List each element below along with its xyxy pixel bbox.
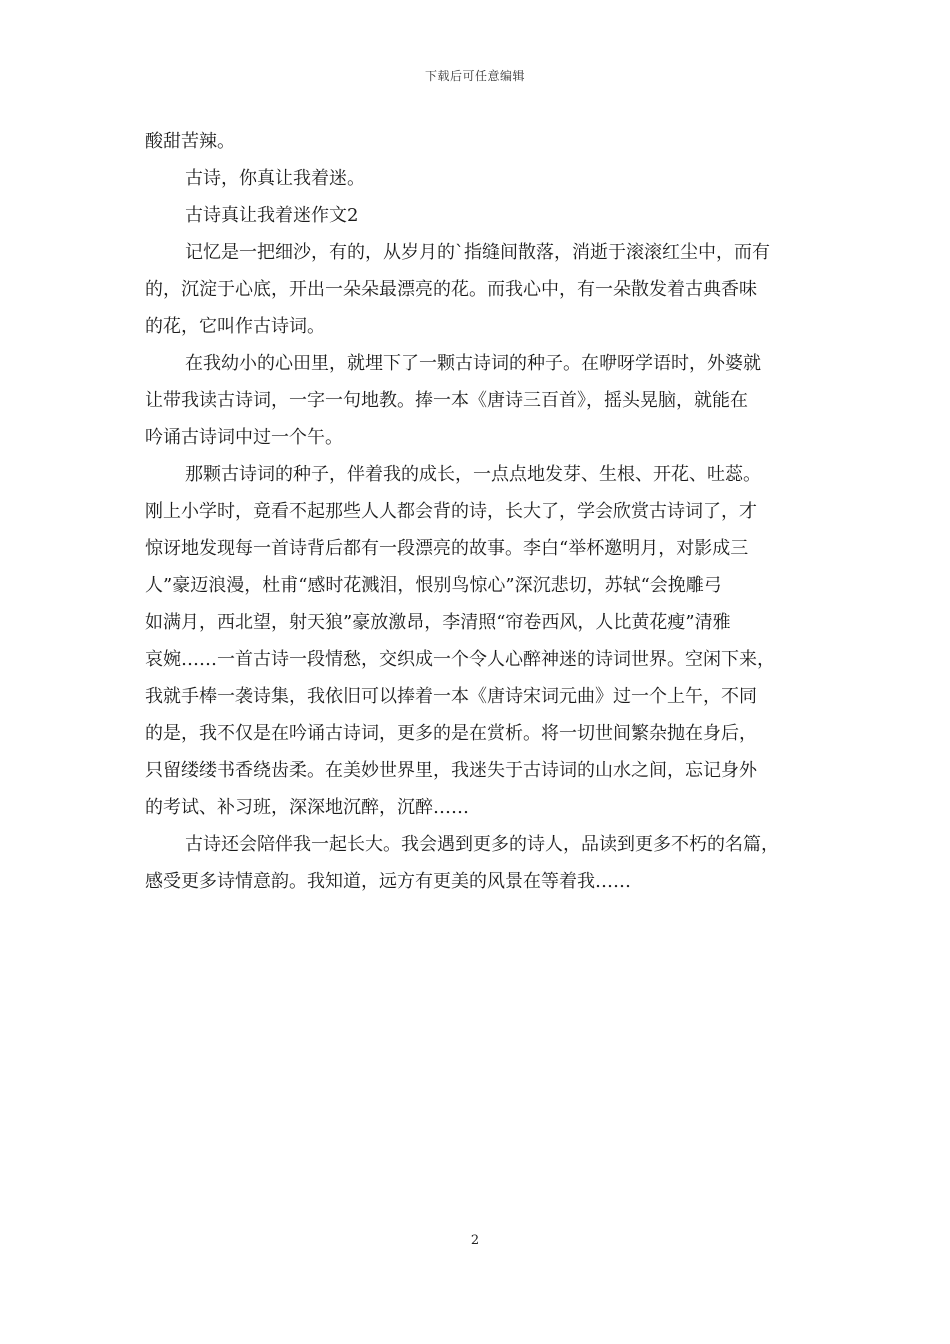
text-line: 的花，它叫作古诗词。 — [145, 316, 325, 337]
text-line: 如满月，西北望，射天狼”豪放激昂，李清照“帘卷西风，人比黄花瘦”清雅 — [145, 612, 731, 633]
text-line: 感受更多诗情意韵。我知道，远方有更美的风景在等着我…… — [145, 871, 631, 892]
text-line: 的考试、补习班，深深地沉醉，沉醉…… — [145, 797, 469, 818]
text-line: 吟诵古诗词中过一个午。 — [145, 427, 343, 448]
page-number: 2 — [470, 1233, 480, 1248]
text-line: 古诗，你真让我着迷。 — [185, 168, 365, 189]
text-line: 的，沉淀于心底，开出一朵朵最漂亮的花。而我心中，有一朵散发着古典香味 — [145, 279, 757, 300]
section-title: 古诗真让我着迷作文2 — [185, 205, 359, 226]
text-line: 酸甜苦辣。 — [145, 131, 235, 152]
text-line: 让带我读古诗词，一字一句地教。捧一本《唐诗三百首》，摇头晃脑，就能在 — [145, 390, 748, 411]
text-line: 在我幼小的心田里，就埋下了一颗古诗词的种子。在咿呀学语时，外婆就 — [185, 353, 761, 374]
document-body — [145, 123, 835, 900]
text-line: 人”豪迈浪漫，杜甫“感时花溅泪，恨别鸟惊心”深沉悲切，苏轼“会挽雕弓 — [145, 575, 722, 596]
text-line: 只留缕缕书香绕齿柔。在美妙世界里，我迷失于古诗词的山水之间，忘记身外 — [145, 760, 757, 781]
text-line: 哀婉……一首古诗一段情愁，交织成一个令人心醉神迷的诗词世界。空闲下来， — [145, 649, 775, 670]
text-line: 古诗还会陪伴我一起长大。我会遇到更多的诗人，品读到更多不朽的名篇， — [185, 834, 779, 855]
page-header: 下载后可任意编辑 — [424, 69, 525, 83]
text-line: 我就手棒一袭诗集，我依旧可以捧着一本《唐诗宋词元曲》过一个上午，不同 — [145, 686, 757, 707]
text-line: 刚上小学时，竟看不起那些人人都会背的诗，长大了，学会欣赏古诗词了，才 — [145, 501, 757, 522]
text-line: 那颗古诗词的种子，伴着我的成长，一点点地发芽、生根、开花、吐蕊。 — [185, 464, 761, 485]
text-line: 的是，我不仅是在吟诵古诗词，更多的是在赏析。将一切世间繁杂抛在身后， — [145, 723, 757, 744]
text-line: 记忆是一把细沙，有的，从岁月的`指缝间散落，消逝于滚滚红尘中，而有 — [185, 242, 770, 263]
text-line: 惊讶地发现每一首诗背后都有一段漂亮的故事。李白“举杯邀明月，对影成三 — [145, 538, 749, 559]
